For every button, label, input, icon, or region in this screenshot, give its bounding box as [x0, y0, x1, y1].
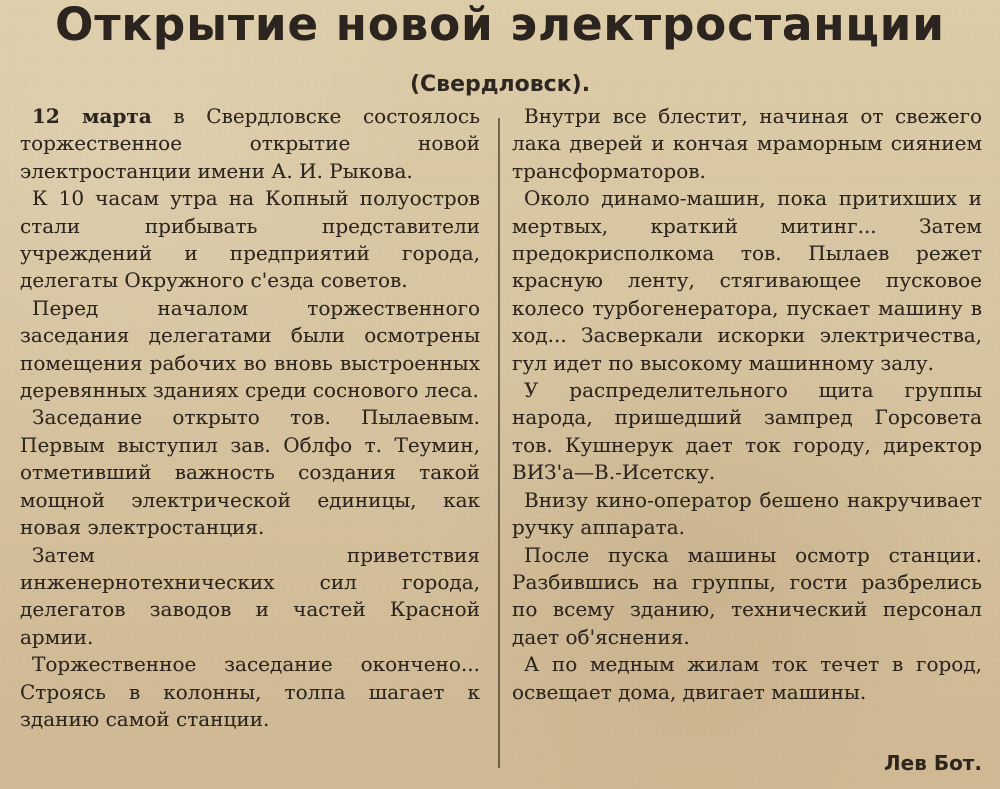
paragraph-1-left [20, 103, 480, 185]
paragraph-2-left: К 10 часам утра на Копный полуостров стали прибывать представители учреждений и предприятий города, делегаты Окружного с'езда советов. [20, 186, 480, 293]
paragraph-5-right: После пуска машины осмотр станции. Разбившись на группы, гости разбрелись по всему зданию, технический персонал дает об'яснения. [512, 542, 982, 649]
paragraph-1-right: Внутри все блестит, начиная от свежего лака дверей и кончая мраморным сиянием трансформаторов. [512, 104, 982, 183]
author-signature: Лев Бот. [884, 751, 982, 775]
article-title: Открытие новой электростанции [55, 0, 945, 51]
paragraph-6-left: Торжественное заседание окончено... Строясь в колонны, толпа шагает к зданию самой станции. [20, 652, 480, 731]
date-prefix: 12 марта [32, 104, 152, 128]
paragraph-4-left: Заседание открыто тов. Пылаевым. Первым выступил зав. Облфо т. Теумин, отметивший важность создания такой мощной электрической единицы, как новая электростанция. [20, 405, 480, 540]
paragraph-3-right: У распределительного щита группы народа, пришедший зампред Горсовета тов. Кушнерук дает ток городу, директор ВИЗ'а—В.-Исетску. [512, 378, 982, 485]
right-column [512, 103, 982, 789]
article-subtitle: (Свердловск). [409, 72, 591, 97]
paragraph-3-left: Перед началом торжественного заседания делегатами были осмотрены помещения рабочих во вновь выстроенных деревянных зданиях среди соснового леса. [20, 295, 480, 403]
paragraph-6-right: А по медным жилам ток течет в город, освещает дома, двигает машины. [512, 652, 982, 704]
paragraph-4-right: Внизу кино-оператор бешено накручивает ручку аппарата. [512, 487, 982, 540]
article-columns [0, 103, 1000, 789]
paragraph-5-left: Затем приветствия инженернотехнических сил города, делегатов заводов и частей Красной армии. [20, 542, 480, 649]
paragraph-2-right: Около динамо-машин, пока притихших и мертвых, краткий митинг... Затем предокрисполкома тов. Пылаев режет красную ленту, стягивающее пусковое колесо турбогенератора, пускает машину в ход... Засверкали искорки электричества, гул идет по высокому машинному залу. [512, 186, 982, 375]
left-column [20, 103, 480, 789]
paragraph-1-left-text: в Свердловске состоялось торжественное открытие новой электростанции имени А. И. Рыкова. [20, 104, 480, 183]
